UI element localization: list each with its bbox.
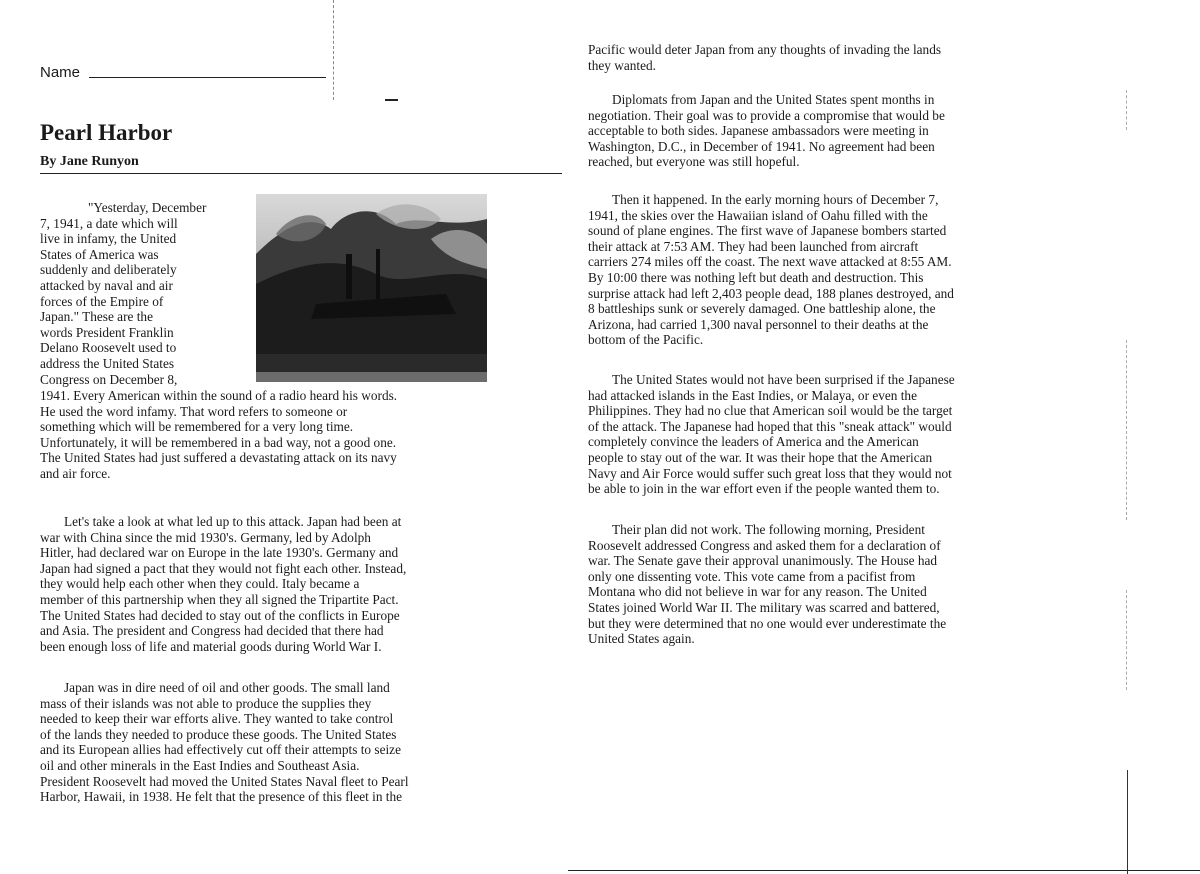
text-line: sound of plane engines. The first wave of Japanese bombers started — [588, 223, 947, 239]
lead-paragraph — [40, 200, 218, 387]
paragraph-2 — [40, 514, 562, 654]
text-line: The United States had decided to stay out of the conflicts in Europe — [40, 607, 400, 623]
text-line: Then it happened. In the early morning hours of December 7, — [612, 192, 939, 207]
text-line: oil and other minerals in the East Indies and Southeast Asia. — [40, 757, 360, 773]
col2-paragraph-2 — [588, 92, 1058, 170]
lead-line: words President Franklin — [40, 324, 174, 340]
text-line: mass of their islands was not able to produce the supplies they — [40, 695, 372, 711]
name-blank-line — [89, 77, 326, 78]
text-line: war with China since the mid 1930's. Germany, led by Adolph — [40, 529, 371, 545]
text-line: Navy and Air Force would suffer such great loss that they would not — [588, 465, 952, 481]
text-line: negotiation. Their goal was to provide a compromise that would be — [588, 107, 945, 123]
text-line: member of this partnership when they all signed the Tripartite Pact. — [40, 591, 399, 607]
name-label: Name — [40, 64, 81, 81]
text-line: completely convince the leaders of America and the American — [588, 434, 919, 450]
text-line: Philippines. They had no clue that American soil would be the target — [588, 403, 953, 419]
text-line: they would help each other when they could. Italy became a — [40, 576, 360, 592]
text-line: had attacked islands in the East Indies, or Malaya, or even the — [588, 387, 917, 403]
text-line: only one dissenting vote. This vote came from a pacifist from — [588, 568, 916, 584]
text-line: carriers 274 miles off the coast. The next wave attacked at 8:55 AM. — [588, 254, 952, 270]
text-line: Let's take a look at what led up to this attack. Japan had been at — [64, 514, 402, 529]
lead-line: States of America was — [40, 246, 159, 262]
text-line: Washington, D.C., in December of 1941. No agreement had been — [588, 138, 935, 154]
text-line: of the attack. The Japanese had hoped that this "sneak attack" would — [588, 418, 952, 434]
article-byline: By Jane Runyon — [40, 154, 139, 169]
col2-paragraph-1 — [588, 42, 1058, 73]
paragraph-3 — [40, 680, 562, 805]
lead-line: address the United States — [40, 355, 175, 371]
lead-line: Japan." These are the — [40, 309, 153, 325]
lead-line: live in infamy, the United — [40, 231, 177, 247]
text-line: bottom of the Pacific. — [588, 332, 704, 348]
text-line: Roosevelt addressed Congress and asked them for a declaration of — [588, 537, 941, 553]
text-line: be able to join in the war effort even if the people wanted them to. — [588, 481, 940, 497]
text-line: Their plan did not work. The following morning, President — [612, 522, 925, 537]
edge-guide-mark — [1126, 90, 1127, 130]
text-line: acceptable to both sides. Japanese ambassadors were meeting in — [588, 123, 929, 139]
col2-paragraph-5 — [588, 522, 1058, 647]
edge-guide-mark — [1126, 590, 1127, 690]
lead-line: forces of the Empire of — [40, 293, 164, 309]
text-line: Harbor, Hawaii, in 1938. He felt that the presence of this fleet in the — [40, 789, 403, 805]
text-line: surprise attack had left 2,403 people dead, 188 planes destroyed, and — [588, 285, 954, 301]
text-line: Unfortunately, it will be remembered in a bad way, not a good one. — [40, 434, 397, 450]
text-line: and its European allies had effectively cut off their attempts to seize — [40, 742, 401, 758]
text-line: and Asia. The president and Congress had decided that there had — [40, 623, 384, 639]
text-line: something which will be remembered for a very long time. — [40, 419, 354, 435]
text-line: been enough loss of life and material goods during World War I. — [40, 638, 382, 654]
text-line: Diplomats from Japan and the United States spent months in — [612, 92, 935, 107]
text-line: Japan had signed a pact that they would not fight each other. Instead, — [40, 560, 407, 576]
pearl-harbor-photo — [256, 194, 487, 382]
edge-guide-mark — [1127, 770, 1128, 874]
fold-guide-line — [333, 0, 334, 100]
byline-divider — [40, 173, 562, 174]
text-line: Hitler, had declared war on Europe in the late 1930's. Germany and — [40, 545, 399, 561]
lead-line: Delano Roosevelt used to — [40, 340, 177, 356]
lead-line: attacked by naval and air — [40, 277, 173, 293]
lead-line: 7, 1941, a date which will — [40, 215, 178, 231]
text-line: President Roosevelt had moved the United States Naval fleet to Pearl — [40, 773, 409, 789]
article-title: Pearl Harbor — [40, 120, 173, 145]
lead-line: "Yesterday, December — [88, 200, 207, 215]
text-line: their attack at 7:53 AM. They had been launched from aircraft — [588, 238, 919, 254]
lead-line: Congress on December 8, — [40, 371, 178, 387]
text-line: war. The Senate gave their approval unanimously. The House had — [588, 553, 938, 569]
edge-guide-mark — [1126, 340, 1127, 520]
col2-paragraph-3 — [588, 192, 1058, 348]
text-line: they wanted. — [588, 57, 656, 73]
text-line: reached, but everyone was still hopeful. — [588, 154, 800, 170]
text-line: and air force. — [40, 465, 111, 481]
text-line: Arizona, had carried 1,300 naval personnel to their deaths at the — [588, 316, 929, 332]
text-line: Japan was in dire need of oil and other goods. The small land — [64, 680, 390, 695]
text-line: people to stay out of the war. It was their hope that the American — [588, 449, 933, 465]
text-line: The United States would not have been surprised if the Japanese — [612, 372, 955, 387]
text-line: The United States had just suffered a devastating attack on its navy — [40, 450, 397, 466]
col2-paragraph-4 — [588, 372, 1058, 497]
text-line: He used the word infamy. That word refers to someone or — [40, 403, 348, 419]
dash-mark — [385, 99, 398, 101]
text-line: 8 battleships sunk or severely damaged. One battleship alone, the — [588, 301, 936, 317]
text-line: United States again. — [588, 631, 695, 647]
text-line: Pacific would deter Japan from any thoughts of invading the lands — [588, 42, 942, 57]
lead-line: suddenly and deliberately — [40, 262, 177, 278]
text-line: 1941, the skies over the Hawaiian island of Oahu filled with the — [588, 207, 928, 223]
text-line: 1941. Every American within the sound of a radio heard his words. — [40, 388, 398, 403]
text-line: needed to keep their war efforts alive. They wanted to take control — [40, 711, 394, 727]
text-line: By 10:00 there was nothing left but death and destruction. This — [588, 269, 924, 285]
text-line: Montana who did not believe in war for any reason. The United — [588, 584, 927, 600]
text-line: States joined World War II. The military was scarred and battered, — [588, 599, 940, 615]
text-line: of the lands they needed to produce these goods. The United States — [40, 726, 397, 742]
text-line: but they were determined that no one would ever underestimate the — [588, 615, 947, 631]
bottom-rule — [568, 870, 1200, 871]
paragraph-1-continued — [40, 388, 562, 482]
